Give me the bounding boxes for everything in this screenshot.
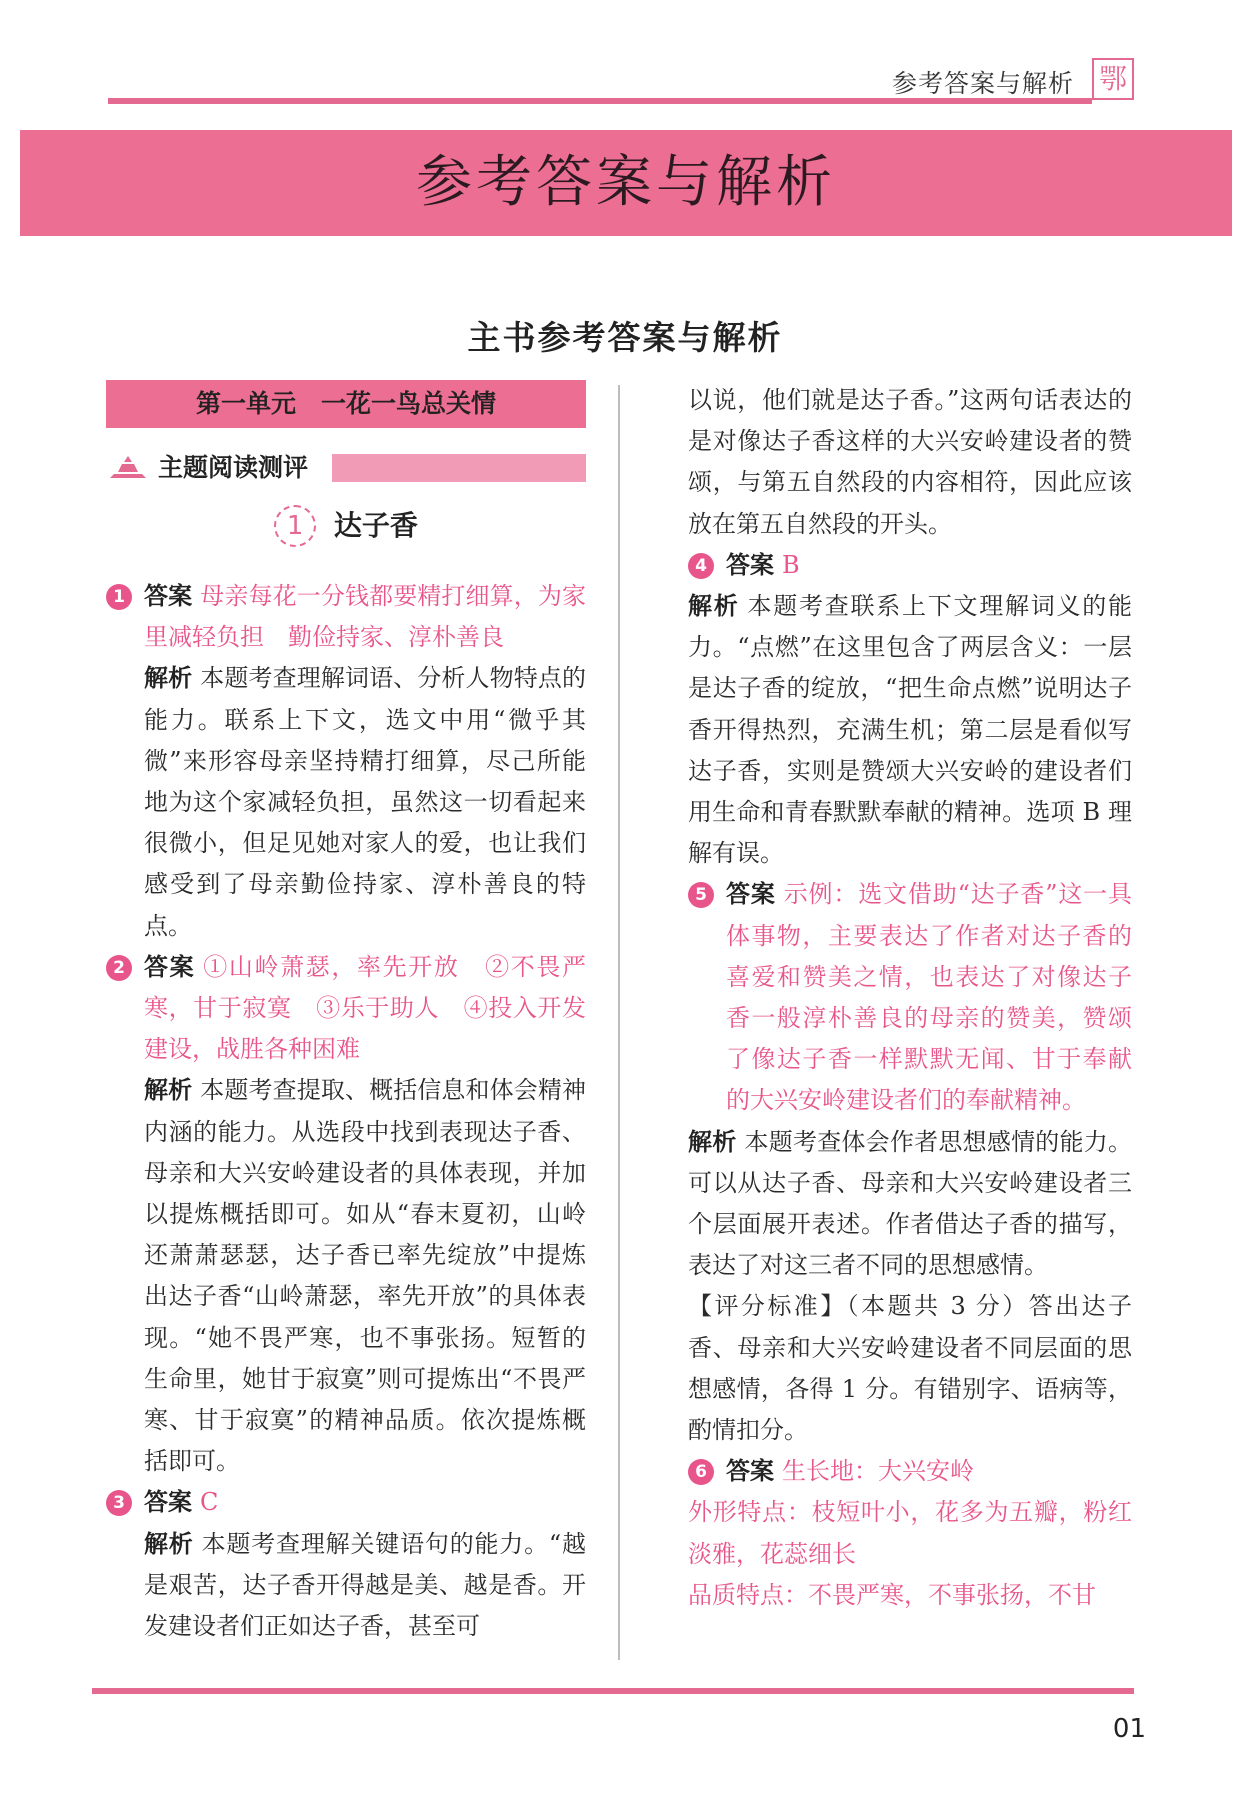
header-rule <box>108 98 1092 104</box>
question-number: 2 <box>106 955 132 981</box>
question-item-4 <box>688 545 1132 586</box>
scoring-criteria: 【评分标准】（本题共 3 分）答出达子香、母亲和大兴安岭建设者不同层面的思想感情，各得 1 分。有错别字、语病等，酌情扣分。 <box>688 1292 1132 1445</box>
analysis-line-4 <box>688 586 1132 874</box>
answer-text: C <box>200 1488 219 1517</box>
answer-label: 答案 <box>144 952 196 981</box>
answer-text-line-3: 品质特点：不畏严寒，不事张扬，不甘 <box>688 1580 1096 1609</box>
question-number: 3 <box>106 1490 132 1516</box>
analysis-line <box>144 1070 586 1482</box>
question-item-1 <box>106 576 586 947</box>
answer-text: 示例：选文借助“达子香”这一具体事物，主要表达了作者对达子香的喜爱和赞美之情，也表达了对像达子香一般淳朴善良的母亲的赞美，赞颂了像达子香一样默默无闻、甘于奉献的大兴安岭建设者们的奉献精神。 <box>726 880 1132 1115</box>
answer-line <box>726 874 1132 1121</box>
section-heading <box>106 446 586 490</box>
answer-label: 答案 <box>144 1488 192 1517</box>
analysis-label: 解析 <box>688 1127 737 1156</box>
lesson-number: 1 <box>274 505 316 547</box>
analysis-label: 解析 <box>688 592 740 621</box>
lesson-heading <box>106 504 586 564</box>
question-number: 6 <box>688 1459 714 1485</box>
title-banner <box>20 130 1232 236</box>
analysis-text: 本题考查体会作者思想感情的能力。可以从达子香、母亲和大兴安岭建设者三个层面展开表述。作者借达子香的描写，表达了对这三者不同的思想感情。 <box>688 1127 1133 1280</box>
footer-rule <box>92 1688 1134 1694</box>
column-divider <box>618 385 620 1660</box>
running-header <box>108 56 1134 104</box>
analysis-label: 解析 <box>144 664 193 693</box>
banner-title: 参考答案与解析 <box>416 150 836 215</box>
pavilion-icon <box>106 454 150 480</box>
answer-label: 答案 <box>726 1457 774 1486</box>
page-subtitle: 主书参考答案与解析 <box>467 318 783 357</box>
analysis-line-5 <box>688 1122 1132 1287</box>
right-column <box>688 380 1132 1616</box>
section-title: 主题阅读测评 <box>158 453 309 482</box>
running-title: 参考答案与解析 <box>891 69 1074 98</box>
analysis-label: 解析 <box>144 1529 194 1558</box>
question-item-6 <box>688 1451 1132 1492</box>
answer-text-line-1: 生长地：大兴安岭 <box>782 1457 974 1486</box>
answer-text: B <box>782 550 800 579</box>
question-item-5 <box>688 874 1132 1121</box>
analysis-line <box>144 658 586 946</box>
analysis-label: 解析 <box>144 1076 193 1105</box>
analysis-text: 本题考查提取、概括信息和体会精神内涵的能力。从选段中找到表现达子香、母亲和大兴安岭建设者的具体表现，并加以提炼概括即可。如从“春末夏初，山岭还萧萧瑟瑟，达子香已率先绽放”中提炼出达子香“山岭萧瑟，率先开放”的具体表现。“她不畏严寒，也不事张扬。短暂的生命里，她甘于寂寞”则可提炼出“不畏严寒、甘于寂寞”的精神品质。依次提炼概括即可。 <box>144 1076 587 1476</box>
question-number: 1 <box>106 584 132 610</box>
analysis-text: 本题考查联系上下文理解词义的能力。“点燃”在这里包含了两层含义：一层是达子香的绽放，“把生命点燃”说明达子香开得热烈，充满生机；第二层是看似写达子香，实则是赞颂大兴安岭的建设者们用生命和青春默默奉献的精神。选项 B 理解有误。 <box>688 592 1132 868</box>
answer-line <box>144 576 586 658</box>
analysis-text: 本题考查理解词语、分析人物特点的能力。联系上下文，选文中用“微乎其微”来形容母亲坚持精打细算，尽己所能地为这个家减轻负担，虽然这一切看起来很微小，但足见她对家人的爱，也让我们感受到了母亲勤俭持家、淳朴善良的特点。 <box>144 664 587 940</box>
question-item-2 <box>106 947 586 1483</box>
province-seal-icon: 鄂 <box>1092 58 1134 100</box>
question-number: 4 <box>688 553 714 579</box>
analysis-line <box>144 1524 586 1648</box>
answer-line <box>144 947 586 1071</box>
question-number: 5 <box>688 882 714 908</box>
answer-label: 答案 <box>726 550 774 579</box>
lesson-title: 达子香 <box>333 508 418 542</box>
answer-label: 答案 <box>726 880 776 909</box>
answer-line <box>726 545 1132 586</box>
answer-text: 母亲每花一分钱都要精打细算，为家里减轻负担 勤俭持家、淳朴善良 <box>144 582 587 652</box>
unit-title: 第一单元 一花一鸟总关情 <box>106 380 586 428</box>
answer-text-line-2: 外形特点：枝短叶小，花多为五瓣，粉红淡雅，花蕊细长 <box>688 1498 1132 1568</box>
left-column <box>106 380 586 1647</box>
analysis-continuation: 以说，他们就是达子香。”这两句话表达的是对像达子香这样的大兴安岭建设者的赞颂，与第五自然段的内容相符，因此应该放在第五自然段的开头。 <box>688 386 1132 538</box>
page-number: 01 <box>1112 1714 1146 1744</box>
question-item-3 <box>106 1482 586 1647</box>
answer-label: 答案 <box>144 582 193 610</box>
answer-line <box>144 1482 586 1523</box>
section-bar <box>332 454 586 482</box>
answer-text: ①山岭萧瑟，率先开放 ②不畏严寒，甘于寂寞 ③乐于助人 ④投入开发建设，战胜各种困难 <box>144 952 586 1064</box>
analysis-text-part1: 本题考查理解关键语句的能力。“越是艰苦，达子香开得越是美、越是香。开发建设者们正如达子香，甚至可 <box>144 1529 586 1641</box>
answer-line <box>726 1451 1132 1492</box>
